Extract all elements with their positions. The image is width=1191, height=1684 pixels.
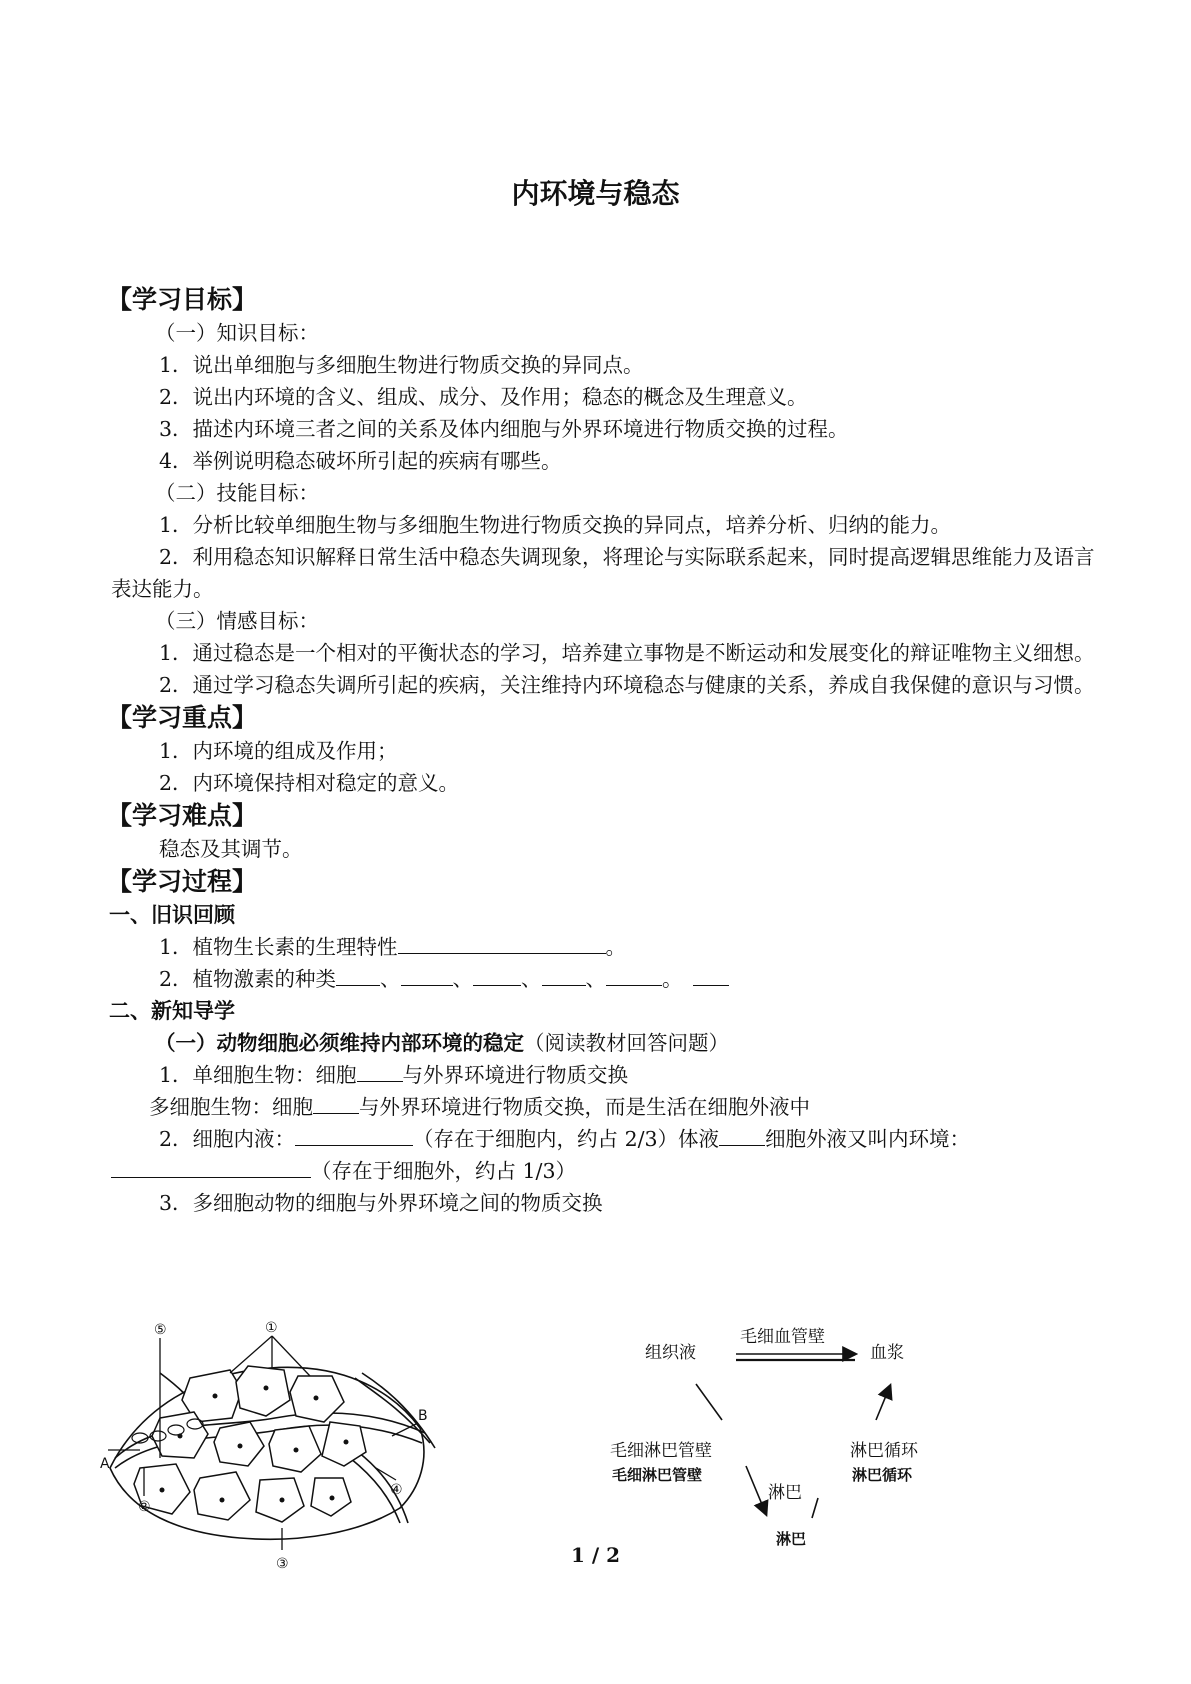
section-heading-process: 【学习过程】 (107, 867, 258, 896)
knowledge-goal-3: 3．描述内环境三者之间的关系及体内细胞与外界环境进行物质交换的过程。 (159, 417, 849, 441)
emotion-goal-1: 1．通过稳态是一个相对的平衡状态的学习，培养建立事物是不断运动和发展变化的辩证唯物主义细想。 (159, 641, 1095, 665)
page-number: 1 / 2 (570, 1543, 621, 1567)
label-1: ① (265, 1320, 278, 1336)
lymph-capillary-wall-caption: 毛细淋巴管壁 (612, 1466, 703, 1484)
knowledge-goals-heading: （一）知识目标： (155, 321, 319, 345)
section-heading-difficulties: 【学习难点】 (107, 801, 258, 830)
review-question-2 (111, 963, 1096, 995)
question-1a-tail: 与外界环境进行物质交换 (402, 1063, 629, 1087)
skill-goals-heading: （二）技能目标： (155, 481, 319, 505)
label-a: A (100, 1456, 110, 1472)
answer-blank[interactable] (401, 963, 453, 986)
label-2: ② (138, 1499, 151, 1515)
answer-blank[interactable] (111, 1155, 311, 1178)
question-2-text: 2．细胞内液： (159, 1127, 296, 1151)
skill-goal-2: 2．利用稳态知识解释日常生活中稳态失调现象，将理论与实际联系起来，同时提高逻辑思维能力及语言表达能力。 (111, 545, 1095, 601)
subsection-1-title: （一）动物细胞必须维持内部环境的稳定 (155, 1031, 524, 1055)
label-3: ③ (276, 1556, 289, 1572)
question-3: 3．多细胞动物的细胞与外界环境之间的物质交换 (159, 1191, 603, 1215)
subsection-1 (111, 1027, 1096, 1059)
separator: 、 (452, 967, 474, 991)
subsection-1-note: （阅读教材回答问题） (524, 1031, 729, 1055)
question-1b (111, 1091, 1096, 1123)
lymph-circulation-label: 淋巴循环 (850, 1441, 918, 1461)
answer-blank[interactable] (357, 1059, 403, 1082)
question-2-cont (111, 1155, 1096, 1187)
section-heading-key-points: 【学习重点】 (107, 703, 258, 732)
plasma-label: 血浆 (870, 1343, 904, 1363)
body-fluid-diagram (550, 1318, 918, 1578)
answer-blank[interactable] (719, 1123, 765, 1146)
review-question-1-text: 1．植物生长素的生理特性 (159, 935, 398, 959)
emotion-goal-2: 2．通过学习稳态失调所引起的疾病，关注维持内环境稳态与健康的关系，养成自我保健的意识与习惯。 (159, 673, 1095, 697)
period: 。 (662, 967, 683, 991)
answer-blank[interactable] (693, 963, 729, 986)
review-heading: 一、旧识回顾 (109, 903, 235, 927)
review-question-1 (111, 931, 1096, 963)
answer-blank[interactable] (313, 1091, 359, 1114)
question-1b-text: 多细胞生物：细胞 (149, 1095, 313, 1119)
answer-blank[interactable] (542, 963, 586, 986)
key-point-2: 2．内环境保持相对稳定的意义。 (159, 771, 460, 795)
question-1a (111, 1059, 1096, 1091)
new-knowledge-heading: 二、新知导学 (109, 999, 235, 1023)
lymph-label: 淋巴 (768, 1483, 802, 1503)
question-2-tail: 细胞外液又叫内环境： (765, 1127, 971, 1151)
capillary-wall-label: 毛细血管壁 (740, 1327, 825, 1347)
answer-blank[interactable] (336, 963, 380, 986)
answer-blank[interactable] (473, 963, 521, 986)
tissue-fluid-label: 组织液 (645, 1343, 696, 1363)
lymph-caption: 淋巴 (776, 1530, 807, 1548)
tissue-diagram (100, 1318, 440, 1578)
label-4: ④ (390, 1482, 403, 1498)
answer-blank[interactable] (606, 963, 662, 986)
review-question-2-text: 2．植物激素的种类 (159, 967, 337, 991)
question-2-mid: （存在于细胞内，约占 2/3）体液 (413, 1127, 720, 1151)
key-point-1: 1．内环境的组成及作用； (159, 739, 398, 763)
difficulty-1: 稳态及其调节。 (159, 837, 303, 861)
document-body (107, 283, 1096, 1219)
question-2 (111, 1123, 1096, 1155)
separator: 、 (521, 967, 542, 991)
section-heading-goals: 【学习目标】 (107, 285, 258, 314)
question-1b-tail: 与外界环境进行物质交换，而是生活在细胞外液中 (359, 1095, 810, 1119)
emotion-goals-heading: （三）情感目标： (155, 609, 319, 633)
figures (100, 1318, 1100, 1578)
lymph-capillary-wall-label: 毛细淋巴管壁 (610, 1441, 712, 1461)
label-b: B (418, 1408, 428, 1424)
knowledge-goal-1: 1．说出单细胞与多细胞生物进行物质交换的异同点。 (159, 353, 644, 377)
page-title: 内环境与稳态 (511, 177, 680, 210)
lymph-circulation-caption: 淋巴循环 (852, 1466, 913, 1484)
skill-goal-1: 1．分析比较单细胞生物与多细胞生物进行物质交换的异同点，培养分析、归纳的能力。 (159, 513, 952, 537)
separator: 、 (585, 967, 607, 991)
review-question-1-end: 。 (605, 935, 627, 959)
question-2-note: （存在于细胞外，约占 1/3） (311, 1159, 577, 1183)
separator: 、 (380, 967, 401, 991)
knowledge-goal-4: 4．举例说明稳态破坏所引起的疾病有哪些。 (159, 449, 562, 473)
question-1a-text: 1．单细胞生物：细胞 (159, 1063, 357, 1087)
knowledge-goal-2: 2．说出内环境的含义、组成、成分、及作用；稳态的概念及生理意义。 (159, 385, 808, 409)
answer-blank[interactable] (398, 931, 606, 954)
label-5: ⑤ (154, 1322, 167, 1338)
answer-blank[interactable] (295, 1123, 413, 1146)
